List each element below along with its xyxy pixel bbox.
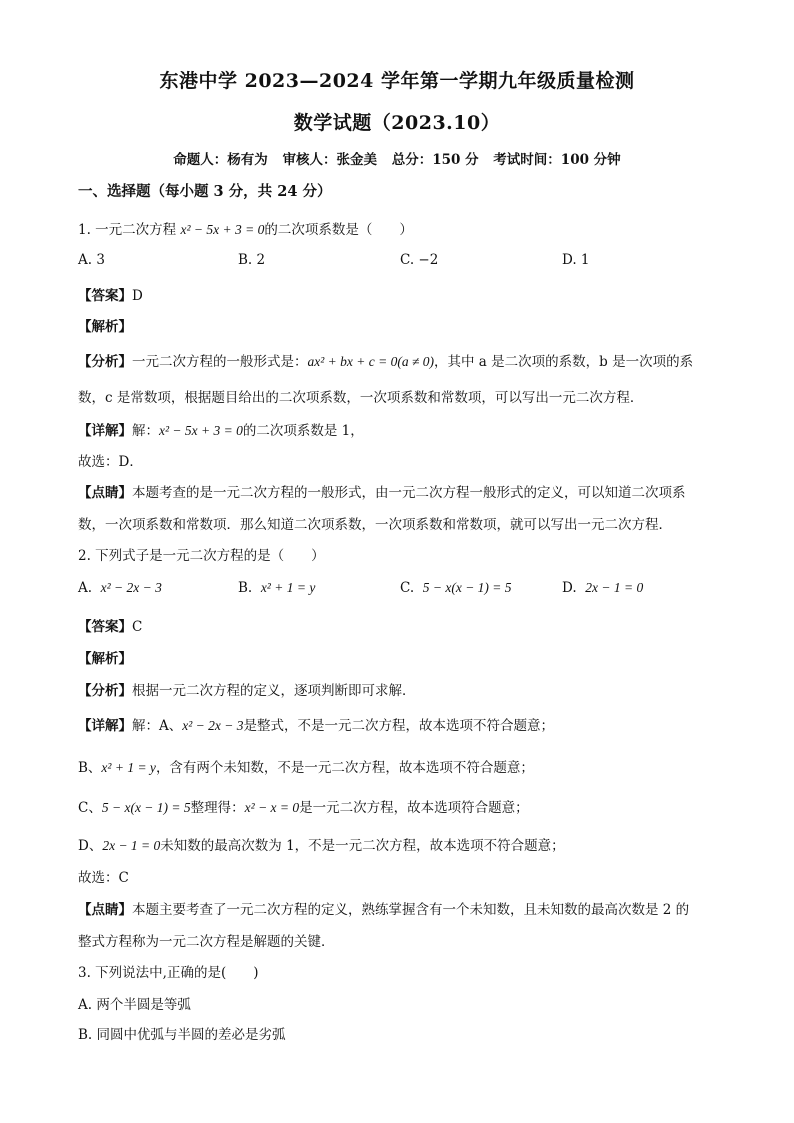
q3-option-b: B. 同圆中优弧与半圆的差必是劣弧 <box>78 1027 286 1043</box>
exam-meta <box>0 148 794 168</box>
q1-option-c: C. −2 <box>400 252 439 268</box>
setter: 命题人：杨有为 <box>173 152 268 168</box>
exam-title: 东港中学 2023—2024 学年第一学期九年级质量检测 <box>159 70 635 92</box>
section-heading: 一、选择题（每小题 3 分，共 24 分） <box>78 183 332 200</box>
q1-review-line1: 【点睛】本题考查的是一元二次方程的一般形式，由一元二次方程一般形式的定义，可以知道二次项系 <box>78 485 686 501</box>
q1-answer: 【答案】D <box>78 288 143 304</box>
q2-detail-d: D、2x − 1 = 0未知数的最高次数为 1，不是一元二次方程，故本选项不符合题意； <box>78 838 565 854</box>
q2-detail-c: C、5 − x(x − 1) = 5整理得：x² − x = 0是一元二次方程，故本选项符合题意； <box>78 800 529 816</box>
q2-analysis-heading: 【解析】 <box>78 651 132 667</box>
q2-review-line1: 【点睛】本题主要考查了一元二次方程的定义，熟练掌握含有一个未知数，且未知数的最高次数是 2 的 <box>78 902 690 918</box>
q3-stem: 3. 下列说法中,正确的是( ) <box>78 965 259 981</box>
q2-fenxi: 【分析】根据一元二次方程的定义，逐项判断即可求解． <box>78 683 416 699</box>
reviewer: 审核人：张金美 <box>282 152 377 168</box>
q1-detail: 【详解】解：x² − 5x + 3 = 0的二次项系数是 1， <box>78 423 364 439</box>
total-score: 总分：150 分 <box>391 152 479 168</box>
q1-choose: 故选：D． <box>78 454 143 470</box>
q2-review-line2: 整式方程称为一元二次方程是解题的关键． <box>78 934 335 950</box>
q2-detail-b: B、x² + 1 = y，含有两个未知数，不是一元二次方程，故本选项不符合题意； <box>78 760 534 776</box>
q1-option-d: D. 1 <box>562 252 590 268</box>
q1-option-a: A. 3 <box>78 252 105 268</box>
q1-analysis-heading: 【解析】 <box>78 319 132 335</box>
q2-option-d: D. 2x − 1 = 0 <box>562 580 644 596</box>
q2-option-a: A. x² − 2x − 3 <box>78 580 162 596</box>
q2-choose: 故选：C <box>78 870 129 886</box>
q1-option-b: B. 2 <box>238 252 266 268</box>
q2-answer: 【答案】C <box>78 619 143 635</box>
q1-fenxi-line1: 【分析】一元二次方程的一般形式是：ax² + bx + c = 0(a ≠ 0)，其中 a 是二次项的系数，b 是一次项的系 <box>78 354 694 370</box>
exam-subtitle: 数学试题（2023.10） <box>293 112 501 134</box>
q1-review-line2: 数，一次项系数和常数项．那么知道二次项系数，一次项系数和常数项，就可以写出一元二次方程． <box>78 517 672 533</box>
q1-fenxi-line2: 数，c 是常数项，根据题目给出的二次项系数，一次项系数和常数项，可以写出一元二次方程． <box>78 390 644 406</box>
q1-stem: 1. 一元二次方程 x² − 5x + 3 = 0的二次项系数是（ ） <box>78 222 413 238</box>
q2-detail-a: 【详解】解：A、x² − 2x − 3是整式，不是一元二次方程，故本选项不符合题意； <box>78 718 555 734</box>
q2-option-b: B. x² + 1 = y <box>238 580 316 596</box>
q2-option-c: C. 5 − x(x − 1) = 5 <box>400 580 512 596</box>
q3-option-a: A. 两个半圆是等弧 <box>78 997 191 1013</box>
q2-stem: 2. 下列式子是一元二次方程的是（ ） <box>78 548 325 564</box>
exam-time: 考试时间：100 分钟 <box>493 152 621 168</box>
q1-equation: x² − 5x + 3 = 0 <box>180 222 265 237</box>
